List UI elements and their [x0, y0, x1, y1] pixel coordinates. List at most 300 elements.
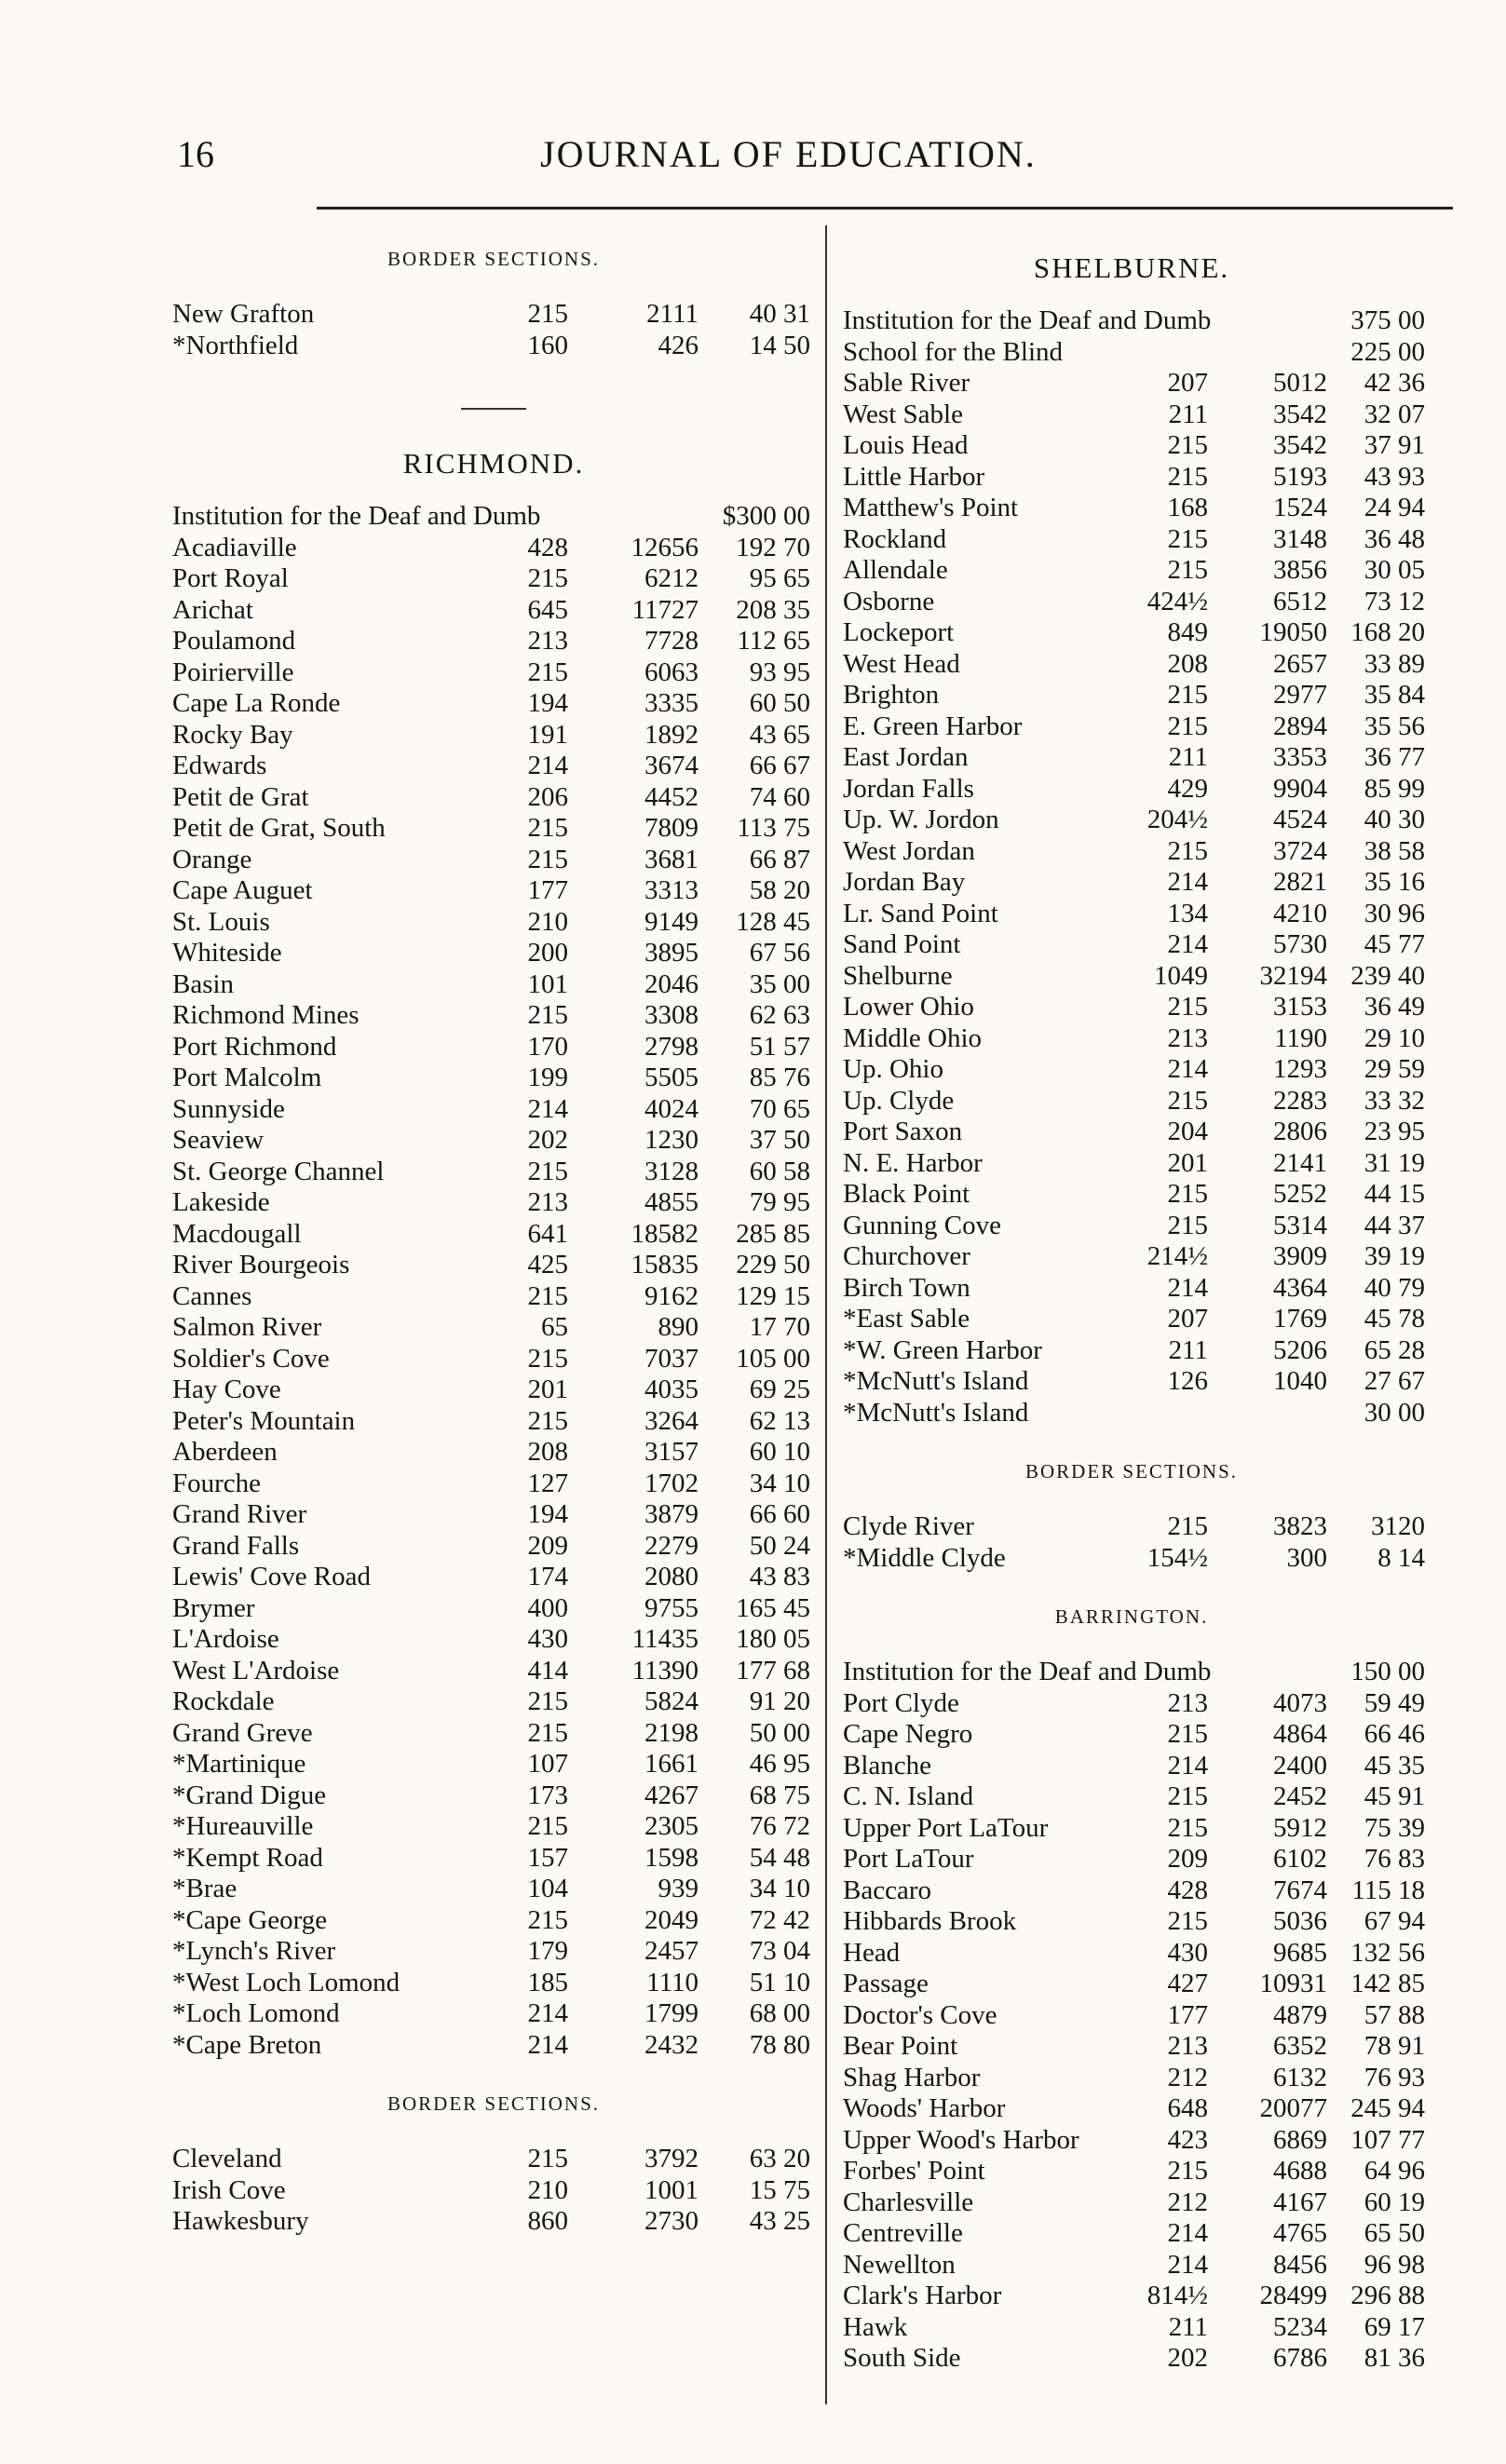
section-name: Lockeport — [843, 617, 955, 647]
table-row — [172, 907, 815, 939]
days-taught: 210 — [527, 2174, 568, 2205]
section-name: Aberdeen — [172, 1437, 278, 1467]
section-name: C. N. Island — [843, 1781, 974, 1811]
table-row — [834, 899, 1430, 930]
attendance-value: 6132 — [1273, 2062, 1327, 2092]
table-row — [834, 2281, 1430, 2312]
attendance-value: 4267 — [644, 1780, 699, 1810]
section-name: Rocky Bay — [172, 719, 293, 750]
grant-amount: 165 45 — [736, 1592, 810, 1623]
attendance-value: 1702 — [644, 1468, 699, 1498]
days-taught: 214 — [1167, 1750, 1208, 1780]
attendance-value: 1040 — [1273, 1366, 1327, 1396]
grant-amount: 296 88 — [1350, 2281, 1425, 2310]
table-row — [834, 742, 1430, 774]
days-taught: 200 — [527, 938, 568, 968]
grant-amount: 67 56 — [749, 938, 810, 968]
days-taught: 207 — [1167, 1304, 1208, 1334]
attendance-value: 890 — [658, 1312, 699, 1342]
days-taught: 215 — [1167, 1085, 1208, 1116]
attendance-value: 2279 — [644, 1530, 699, 1561]
section-name: Little Harbor — [843, 461, 985, 492]
grant-amount: 14 50 — [749, 330, 810, 360]
table-row — [834, 1398, 1430, 1429]
attendance-value: 5824 — [644, 1686, 699, 1716]
attendance-value: 2080 — [644, 1562, 699, 1591]
grant-amount: 40 30 — [1364, 805, 1425, 834]
days-taught: 212 — [1167, 2186, 1208, 2217]
attendance-value: 3681 — [644, 844, 699, 874]
section-name: Hay Cove — [172, 1374, 281, 1404]
section-rule — [461, 408, 526, 410]
attendance-value: 4364 — [1273, 1272, 1327, 1303]
grant-amount: 36 77 — [1364, 742, 1425, 772]
grant-amount: 45 77 — [1364, 929, 1425, 959]
table-row — [172, 1063, 815, 1094]
attendance-value: 3148 — [1273, 523, 1327, 554]
table-row — [172, 1125, 815, 1157]
section-name: Irish Cove — [172, 2174, 286, 2205]
days-taught: 213 — [1167, 1687, 1208, 1718]
table-row — [834, 680, 1430, 711]
grant-amount: 35 84 — [1364, 680, 1425, 710]
days-taught: 429 — [1167, 773, 1208, 804]
attendance-value: 2400 — [1273, 1750, 1327, 1780]
days-taught: 1049 — [1154, 960, 1208, 991]
days-taught: 204½ — [1146, 805, 1208, 834]
attendance-value: 5012 — [1273, 368, 1327, 398]
section-name: Gunning Cove — [843, 1210, 1001, 1240]
table-row — [834, 1366, 1430, 1398]
days-taught: 215 — [527, 1686, 568, 1716]
section-name: Baccaro — [843, 1875, 931, 1905]
attendance-value: 4688 — [1273, 2156, 1327, 2186]
table-row — [834, 1304, 1430, 1335]
table-row — [172, 626, 815, 657]
table-row — [834, 399, 1430, 431]
grant-amount: 36 48 — [1364, 523, 1425, 554]
section-name: Jordan Falls — [843, 773, 974, 804]
attendance-value: 7809 — [644, 813, 699, 843]
attendance-value: 3542 — [1273, 430, 1327, 460]
attendance-value: 9149 — [644, 906, 699, 937]
page-number: 16 — [177, 133, 214, 175]
days-taught: 430 — [527, 1624, 568, 1654]
section-name: Grand Greve — [172, 1717, 313, 1748]
attendance-value: 5193 — [1273, 461, 1327, 492]
grant-amount: 40 31 — [749, 299, 810, 329]
attendance-value: 3823 — [1273, 1511, 1327, 1541]
grant-amount: 29 59 — [1364, 1054, 1425, 1084]
attendance-value: 6869 — [1273, 2124, 1327, 2155]
days-taught: 427 — [1167, 1969, 1208, 1998]
table-row — [172, 1905, 815, 1937]
days-taught: 211 — [1168, 2311, 1208, 2342]
days-taught: 428 — [527, 532, 568, 562]
grant-amount: 30 05 — [1364, 555, 1425, 585]
attendance-value: 11435 — [631, 1624, 699, 1654]
section-name: Cape Auguet — [172, 875, 313, 905]
table-row — [834, 2187, 1430, 2219]
grant-amount: 54 48 — [749, 1842, 810, 1873]
days-taught: 211 — [1168, 742, 1208, 772]
section-name: Arichat — [172, 594, 253, 625]
attendance-value: 1598 — [644, 1842, 699, 1873]
table-row — [172, 299, 815, 331]
section-name: Cape La Ronde — [172, 688, 341, 718]
days-taught: 173 — [527, 1780, 568, 1810]
table-row — [172, 1936, 815, 1968]
grant-amount: 93 95 — [749, 657, 810, 687]
days-taught: 208 — [527, 1437, 568, 1467]
grant-amount: 245 94 — [1350, 2093, 1425, 2123]
days-taught: 425 — [527, 1250, 568, 1279]
section-name: Brighton — [843, 680, 940, 710]
attendance-value: 20077 — [1259, 2093, 1327, 2123]
section-name: Rockland — [843, 523, 947, 554]
section-name: Poulamond — [172, 626, 296, 656]
table-row — [172, 1281, 815, 1313]
days-taught: 215 — [1167, 1781, 1208, 1811]
section-name: Middle Ohio — [843, 1022, 983, 1053]
section-heading: BARRINGTON. — [1054, 1605, 1209, 1628]
grant-amount: 30 00 — [1364, 1397, 1425, 1428]
table-row — [172, 1157, 815, 1188]
days-taught: 215 — [1167, 461, 1208, 492]
table-row — [834, 1844, 1430, 1875]
grant-amount: 58 20 — [749, 875, 810, 905]
days-taught: 215 — [1167, 992, 1208, 1022]
grant-amount: 73 04 — [749, 1936, 810, 1966]
grant-amount: 44 15 — [1364, 1179, 1425, 1209]
table-row — [834, 1335, 1430, 1367]
days-taught: 104 — [527, 1874, 568, 1903]
section-heading: BORDER SECTIONS. — [387, 248, 601, 270]
attendance-value: 426 — [658, 330, 699, 360]
grant-amount: 69 25 — [749, 1374, 810, 1404]
section-name: Clark's Harbor — [843, 2281, 1002, 2310]
table-row — [834, 555, 1430, 587]
section-name: Upper Wood's Harbor — [843, 2124, 1079, 2155]
table-row — [834, 305, 1430, 337]
days-taught: 215 — [1167, 1812, 1208, 1843]
section-name: Hawk — [843, 2311, 908, 2342]
grant-amount: 105 00 — [736, 1343, 810, 1374]
attendance-value: 4524 — [1273, 805, 1327, 834]
grant-amount: 31 19 — [1364, 1147, 1425, 1178]
days-taught: 212 — [1167, 2062, 1208, 2092]
table-row — [172, 1499, 815, 1531]
section-name: Passage — [843, 1969, 929, 1998]
days-taught: 215 — [527, 1156, 568, 1186]
attendance-value: 5036 — [1273, 1906, 1327, 1936]
days-taught: 215 — [1167, 1210, 1208, 1240]
days-taught: 179 — [527, 1936, 568, 1966]
section-name: Charlesville — [843, 2186, 974, 2217]
section-name: Soldier's Cove — [172, 1343, 330, 1374]
days-taught: 208 — [1167, 648, 1208, 679]
grant-amount: 68 75 — [749, 1780, 810, 1810]
section-name: St. Louis — [172, 906, 270, 937]
table-row — [172, 1344, 815, 1375]
attendance-value: 2798 — [644, 1031, 699, 1062]
section-name: Louis Head — [843, 430, 969, 460]
section-name: East Jordan — [843, 742, 969, 772]
section-name: *Kempt Road — [172, 1842, 323, 1873]
grant-amount: 113 75 — [737, 813, 810, 843]
table-row — [834, 524, 1430, 556]
grant-amount: 78 80 — [749, 2029, 810, 2060]
days-taught: 204 — [1167, 1117, 1208, 1146]
days-taught: 214 — [1167, 2249, 1208, 2280]
grant-amount: 115 18 — [1351, 1875, 1425, 1905]
section-name: Institution for the Deaf and Dumb — [843, 305, 1212, 335]
section-name: Poirierville — [172, 657, 294, 687]
days-taught: 215 — [1167, 1906, 1208, 1936]
attendance-value: 2452 — [1273, 1781, 1327, 1811]
days-taught: 215 — [1167, 2156, 1208, 2186]
attendance-value: 1110 — [646, 1967, 699, 1997]
attendance-value: 15835 — [631, 1250, 699, 1279]
table-row — [834, 1148, 1430, 1180]
days-taught: 177 — [1167, 1999, 1208, 2030]
table-row — [172, 1032, 815, 1063]
grant-amount: 50 00 — [749, 1717, 810, 1748]
section-name: Port Malcolm — [172, 1063, 322, 1092]
table-row — [172, 875, 815, 907]
section-name: Peter's Mountain — [172, 1405, 356, 1436]
days-taught: 185 — [527, 1967, 568, 1997]
grant-amount: 78 91 — [1364, 2031, 1425, 2061]
table-row — [834, 2218, 1430, 2250]
section-name: Osborne — [843, 586, 935, 616]
attendance-value: 300 — [1286, 1542, 1327, 1573]
section-name: *Lynch's River — [172, 1936, 336, 1966]
attendance-value: 2111 — [646, 299, 699, 329]
attendance-value: 2046 — [644, 968, 699, 999]
table-row — [834, 1657, 1430, 1688]
days-taught: 215 — [1167, 835, 1208, 866]
table-row — [172, 1312, 815, 1344]
days-taught: 154½ — [1146, 1542, 1208, 1573]
grant-amount: 66 60 — [749, 1499, 810, 1529]
days-taught: 400 — [527, 1592, 568, 1623]
grant-amount: 27 67 — [1364, 1366, 1425, 1396]
grant-amount: 65 50 — [1364, 2218, 1425, 2248]
grant-amount: $300 00 — [722, 501, 810, 531]
days-taught: 215 — [1167, 555, 1208, 585]
grant-amount: 67 94 — [1364, 1906, 1425, 1936]
attendance-value: 4879 — [1273, 1999, 1327, 2030]
section-name: Clyde River — [843, 1511, 974, 1541]
attendance-value: 9685 — [1273, 1937, 1327, 1968]
grant-amount: 142 85 — [1350, 1969, 1425, 1998]
days-taught: 214 — [527, 2029, 568, 2060]
section-name: New Grafton — [172, 299, 315, 329]
table-row — [172, 563, 815, 595]
section-name: River Bourgeois — [172, 1250, 350, 1279]
table-row — [834, 929, 1430, 961]
grant-amount: 30 96 — [1364, 898, 1425, 928]
attendance-value: 18582 — [631, 1218, 699, 1249]
section-name: Blanche — [843, 1750, 932, 1780]
grant-amount: 38 58 — [1364, 835, 1425, 866]
attendance-value: 3153 — [1273, 992, 1327, 1022]
section-name: West L'Ardoise — [172, 1655, 340, 1686]
attendance-value: 939 — [658, 1874, 699, 1903]
table-row — [172, 938, 815, 969]
section-name: Institution for the Deaf and Dumb — [172, 501, 541, 531]
table-row — [172, 688, 815, 720]
days-taught: 215 — [1167, 523, 1208, 554]
section-name: Lewis' Cove Road — [172, 1562, 372, 1591]
days-taught: 134 — [1167, 898, 1208, 928]
grant-amount: 76 83 — [1364, 1844, 1425, 1874]
attendance-value: 2806 — [1273, 1117, 1327, 1146]
table-row — [834, 1511, 1430, 1543]
attendance-value: 4765 — [1273, 2218, 1327, 2248]
section-name: Petit de Grat, South — [172, 813, 386, 843]
table-row — [834, 2156, 1430, 2187]
table-row — [172, 501, 815, 533]
section-name: Allendale — [843, 555, 948, 585]
section-name: Hawkesbury — [172, 2206, 309, 2236]
attendance-value: 6786 — [1273, 2343, 1327, 2373]
attendance-value: 2977 — [1273, 680, 1327, 710]
days-taught: 215 — [1167, 1719, 1208, 1749]
section-name: Acadiaville — [172, 532, 297, 562]
days-taught: 201 — [1167, 1147, 1208, 1178]
grant-amount: 75 39 — [1364, 1812, 1425, 1843]
grant-amount: 33 89 — [1364, 648, 1425, 679]
attendance-value: 2432 — [644, 2029, 699, 2060]
table-row — [834, 711, 1430, 743]
attendance-value: 1799 — [644, 1998, 699, 2028]
grant-amount: 70 65 — [749, 1093, 810, 1124]
attendance-value: 2821 — [1273, 867, 1327, 897]
section-name: Brymer — [172, 1592, 255, 1623]
attendance-value: 4452 — [644, 781, 699, 812]
days-taught: 215 — [527, 1717, 568, 1748]
section-name: Lr. Sand Point — [843, 898, 998, 928]
section-name: Sable River — [843, 368, 970, 398]
table-row — [172, 751, 815, 782]
grant-amount: 81 36 — [1364, 2343, 1425, 2373]
section-name: Up. W. Jordon — [843, 805, 999, 834]
section-name: *West Loch Lomond — [172, 1967, 400, 1997]
days-taught: 211 — [1168, 399, 1208, 429]
attendance-value: 7674 — [1273, 1875, 1327, 1905]
grant-amount: 128 45 — [736, 906, 810, 937]
section-name: Sunnyside — [172, 1093, 285, 1124]
grant-amount: 34 10 — [749, 1874, 810, 1903]
section-name: Seaview — [172, 1125, 265, 1155]
attendance-value: 5314 — [1273, 1210, 1327, 1240]
table-row — [834, 1543, 1430, 1575]
table-row — [172, 1469, 815, 1500]
attendance-value: 6063 — [644, 657, 699, 687]
days-taught: 215 — [527, 1000, 568, 1030]
grant-amount: 68 00 — [749, 1998, 810, 2028]
days-taught: 65 — [541, 1312, 568, 1342]
grant-amount: 43 93 — [1364, 461, 1425, 492]
days-taught: 215 — [527, 299, 568, 329]
grant-amount: 37 50 — [749, 1125, 810, 1155]
grant-amount: 35 16 — [1364, 867, 1425, 897]
attendance-value: 3308 — [644, 1000, 699, 1030]
table-row — [172, 2144, 815, 2175]
attendance-value: 3879 — [644, 1499, 699, 1529]
table-row — [834, 1054, 1430, 1086]
days-taught: 215 — [527, 657, 568, 687]
table-row — [834, 2063, 1430, 2094]
days-taught: 202 — [1167, 2343, 1208, 2373]
grant-amount: 60 50 — [749, 688, 810, 718]
days-taught: 215 — [527, 813, 568, 843]
days-taught: 215 — [1167, 1179, 1208, 1209]
days-taught: 101 — [527, 968, 568, 999]
attendance-value: 3157 — [644, 1437, 699, 1467]
table-row — [834, 1273, 1430, 1305]
days-taught: 213 — [527, 1187, 568, 1217]
table-row — [172, 1562, 815, 1593]
page-title: JOURNAL OF EDUCATION. — [540, 133, 1037, 175]
table-row — [834, 961, 1430, 993]
attendance-value: 3909 — [1273, 1241, 1327, 1271]
days-taught: 423 — [1167, 2124, 1208, 2155]
table-row — [834, 1938, 1430, 1970]
days-taught: 645 — [527, 594, 568, 625]
days-taught: 174 — [527, 1562, 568, 1591]
grant-amount: 44 37 — [1364, 1210, 1425, 1240]
grant-amount: 43 83 — [749, 1562, 810, 1591]
grant-amount: 168 20 — [1350, 617, 1425, 647]
section-name: Up. Clyde — [843, 1085, 955, 1116]
grant-amount: 239 40 — [1350, 960, 1425, 991]
table-row — [834, 2000, 1430, 2032]
section-name: Sand Point — [843, 929, 961, 959]
attendance-value: 3128 — [644, 1156, 699, 1186]
table-row — [172, 1811, 815, 1843]
section-name: Black Point — [843, 1179, 970, 1209]
grant-amount: 132 56 — [1350, 1937, 1425, 1968]
table-row — [834, 1086, 1430, 1117]
table-row — [834, 2093, 1430, 2125]
section-name: South Side — [843, 2343, 961, 2373]
attendance-value: 5252 — [1273, 1179, 1327, 1209]
grant-amount: 39 19 — [1364, 1241, 1425, 1271]
grant-amount: 24 94 — [1364, 493, 1425, 522]
attendance-value: 6352 — [1273, 2031, 1327, 2061]
grant-amount: 35 56 — [1364, 711, 1425, 741]
grant-amount: 96 98 — [1364, 2249, 1425, 2280]
table-row — [834, 2312, 1430, 2344]
grant-amount: 73 12 — [1364, 586, 1425, 616]
attendance-value: 4210 — [1273, 898, 1327, 928]
grant-amount: 208 35 — [736, 594, 810, 625]
days-taught: 214 — [527, 1093, 568, 1124]
attendance-value: 1892 — [644, 719, 699, 750]
section-name: *Brae — [172, 1874, 237, 1903]
grant-amount: 60 10 — [749, 1437, 810, 1467]
days-taught: 215 — [527, 1343, 568, 1374]
attendance-value: 28499 — [1259, 2281, 1327, 2310]
table-row — [172, 2175, 815, 2207]
days-taught: 214 — [1167, 867, 1208, 897]
section-heading: SHELBURNE. — [1033, 251, 1230, 284]
section-name: Richmond Mines — [172, 1000, 360, 1030]
section-name: *McNutt's Island — [843, 1397, 1029, 1428]
